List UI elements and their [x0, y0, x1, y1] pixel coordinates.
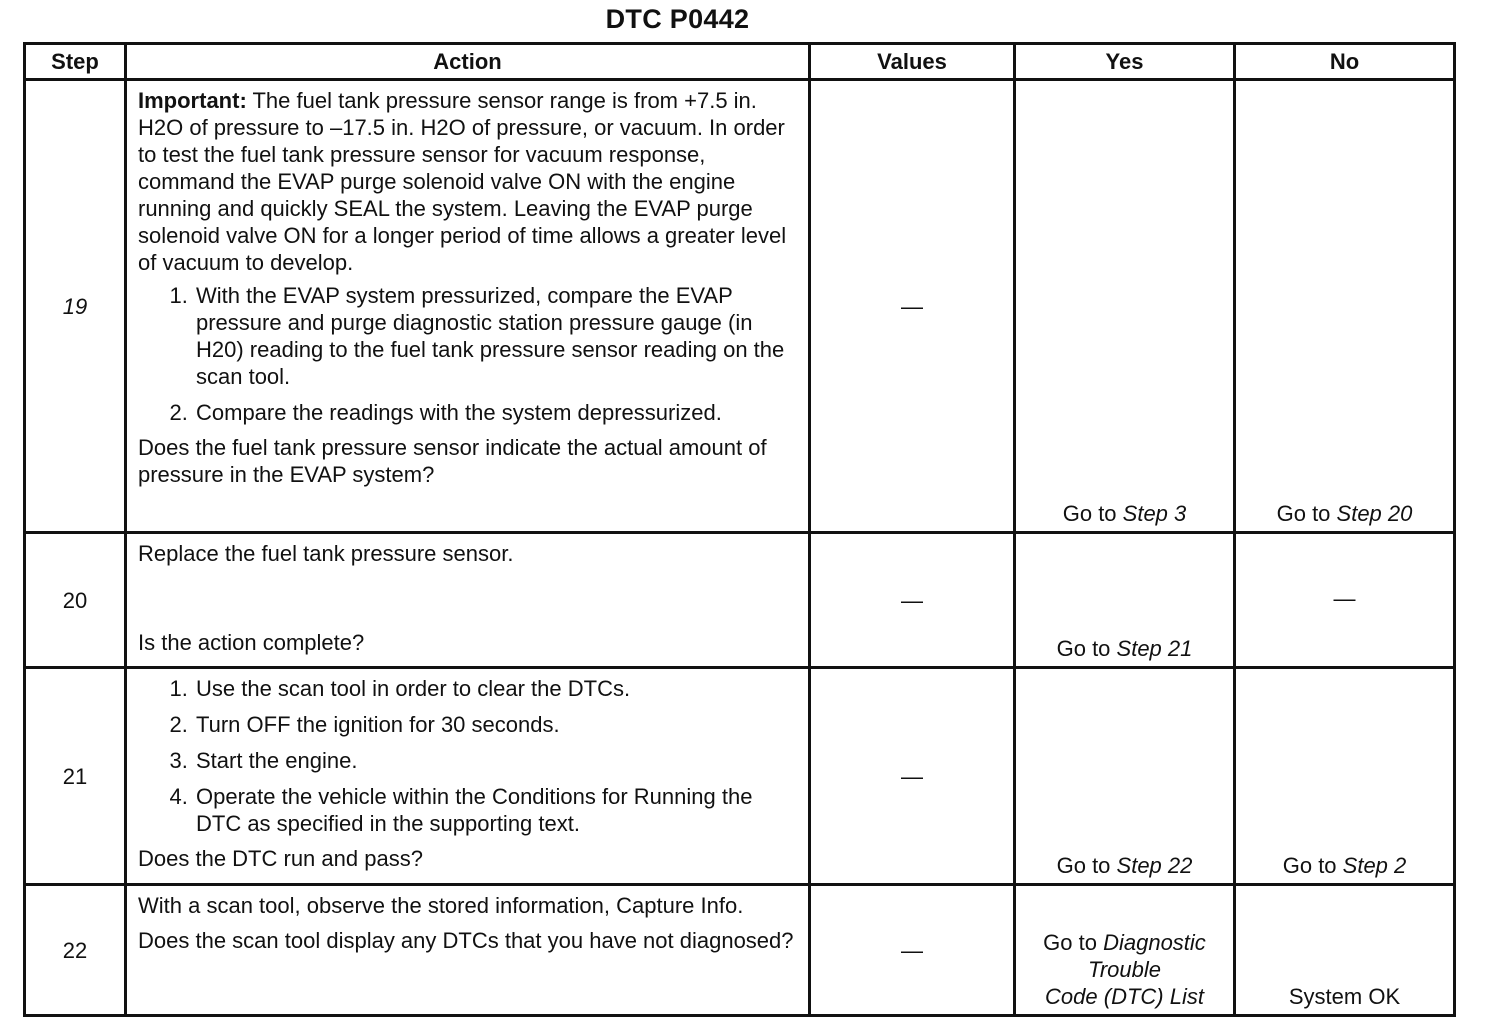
no-cell — [1235, 80, 1455, 533]
step-number: 20 — [25, 533, 126, 668]
list-item: 3. Start the engine. — [194, 747, 798, 774]
yes-step-ref: Step 22 — [1116, 853, 1193, 878]
table-row — [25, 533, 1455, 668]
action-cell — [126, 885, 810, 1016]
action-question: Is the action complete? — [138, 630, 365, 655]
step-number: 21 — [25, 668, 126, 885]
action-steps — [138, 282, 798, 426]
list-item: 4. Operate the vehicle within the Conditions for Running the DTC as specified in the supporting text. — [194, 783, 798, 837]
yes-cell — [1015, 533, 1235, 668]
header-step: Step — [25, 44, 126, 80]
action-question: Does the DTC run and pass? — [138, 846, 423, 871]
action-cell — [126, 80, 810, 533]
step-number: 19 — [25, 80, 126, 533]
no-step-ref: Step 2 — [1342, 853, 1407, 878]
list-item: 1. Use the scan tool in order to clear the DTCs. — [194, 675, 798, 702]
yes-prefix: Go to — [1056, 853, 1117, 878]
yes-cell — [1015, 668, 1235, 885]
no-prefix: Go to — [1276, 501, 1337, 526]
no-step-ref: Step 20 — [1336, 501, 1413, 526]
yes-prefix: Go to — [1043, 930, 1104, 955]
yes-cell — [1015, 80, 1235, 533]
action-question: Does the fuel tank pressure sensor indicate the actual amount of pressure in the EVAP system? — [138, 435, 767, 487]
header-values: Values — [810, 44, 1015, 80]
table-header-row — [25, 44, 1455, 80]
list-item: 2. Compare the readings with the system depressurized. — [194, 399, 798, 426]
important-text: The fuel tank pressure sensor range is from +7.5 in. H2O of pressure to –17.5 in. H2O of pressure, or vacuum. In order to test the fuel tank pressure sensor for vacuum response, command the EVAP purge solenoid valve ON with the engine running and quickly SEAL the system. Leaving the EVAP purge solenoid valve ON for a longer period of time allows a greater level of vacuum to develop. — [138, 88, 787, 275]
table-row — [25, 668, 1455, 885]
yes-prefix: Go to — [1056, 636, 1117, 661]
action-question: Does the scan tool display any DTCs that you have not diagnosed? — [138, 928, 794, 953]
dtc-table — [23, 42, 1456, 1017]
yes-cell — [1015, 885, 1235, 1016]
no-cell: System OK — [1235, 885, 1455, 1016]
no-cell — [1235, 668, 1455, 885]
yes-ref-line3: Code (DTC) List — [1045, 984, 1204, 1009]
action-cell — [126, 533, 810, 668]
list-item: 1. With the EVAP system pressurized, compare the EVAP pressure and purge diagnostic station pressure gauge (in H20) reading to the fuel tank pressure sensor reading on the scan tool. — [194, 282, 798, 390]
yes-ref-line1: Diagnostic — [1103, 930, 1206, 955]
values-cell: — — [810, 668, 1015, 885]
action-text: Replace the fuel tank pressure sensor. — [138, 541, 514, 566]
yes-step-ref: Step 21 — [1116, 636, 1193, 661]
table-row — [25, 885, 1455, 1016]
yes-step-ref: Step 3 — [1122, 501, 1187, 526]
action-text: With a scan tool, observe the stored information, Capture Info. — [138, 893, 744, 918]
no-cell: — — [1235, 533, 1455, 668]
action-cell — [126, 668, 810, 885]
list-item: 2. Turn OFF the ignition for 30 seconds. — [194, 711, 798, 738]
yes-prefix: Go to — [1062, 501, 1123, 526]
header-yes: Yes — [1015, 44, 1235, 80]
important-note — [138, 87, 798, 276]
header-action: Action — [126, 44, 810, 80]
values-cell: — — [810, 80, 1015, 533]
step-number: 22 — [25, 885, 126, 1016]
values-cell: — — [810, 533, 1015, 668]
values-cell: — — [810, 885, 1015, 1016]
yes-ref-line2: Trouble — [1088, 957, 1161, 982]
action-steps — [138, 675, 798, 837]
no-prefix: Go to — [1282, 853, 1343, 878]
page-title: DTC P0442 — [605, 4, 750, 34]
table-row — [25, 80, 1455, 533]
header-no: No — [1235, 44, 1455, 80]
important-label: Important: — [138, 88, 247, 113]
